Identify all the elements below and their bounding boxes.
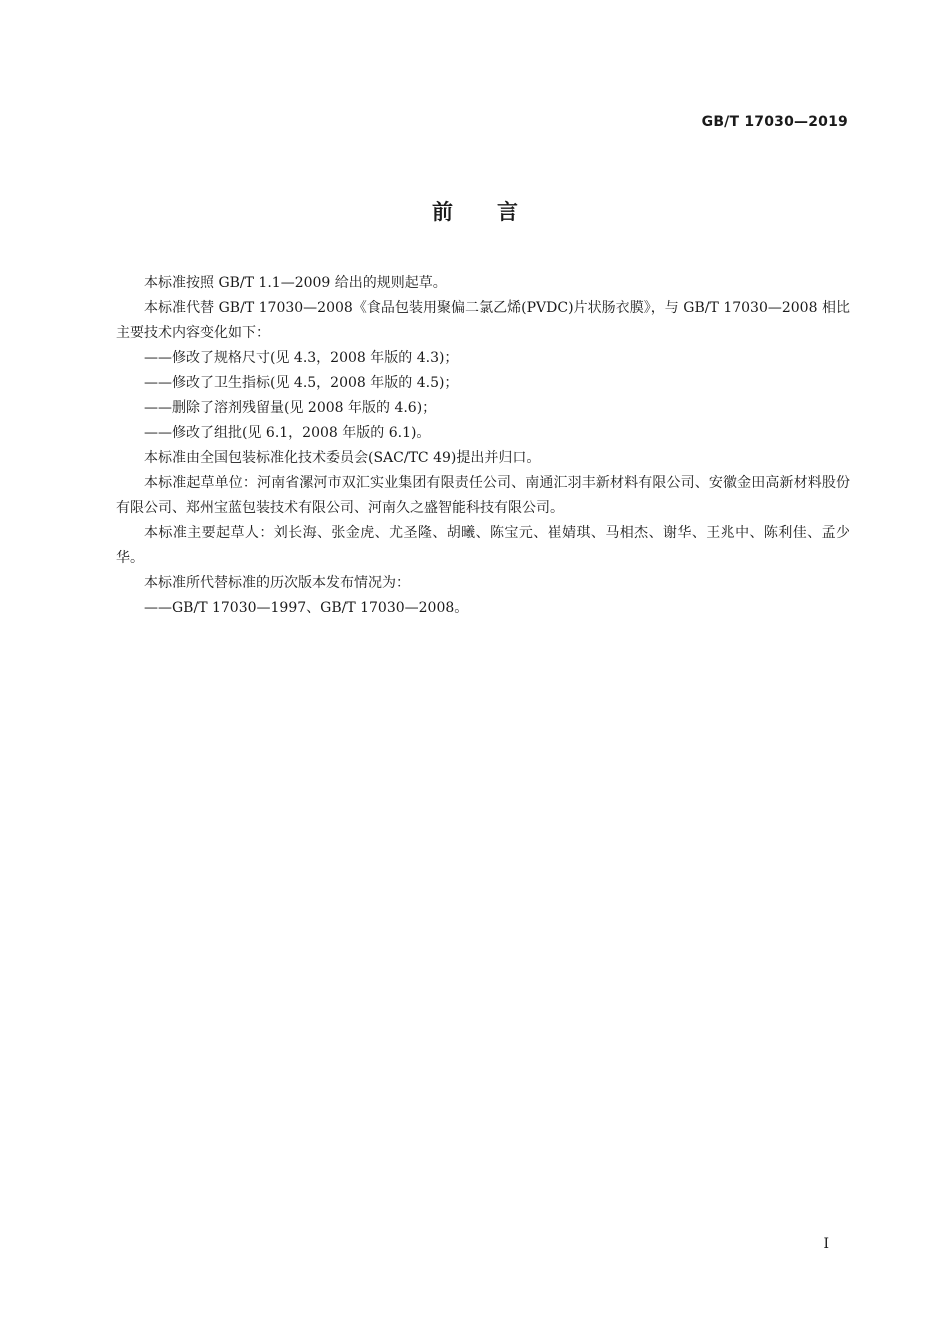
page-title-char-1: 前 (432, 200, 453, 224)
page-title-char-2: 言 (497, 200, 518, 224)
change-item-hygiene: ——修改了卫生指标(见 4.5，2008 年版的 4.5)； (144, 375, 459, 391)
history-item: ——GB/T 17030—1997、GB/T 17030—2008。 (144, 600, 469, 616)
paragraph-drafting-rules: 本标准按照 GB/T 1.1—2009 给出的规则起草。 (144, 275, 447, 291)
paragraph-history-intro: 本标准所代替标准的历次版本发布情况为： (144, 575, 410, 591)
change-item-batch: ——修改了组批(见 6.1，2008 年版的 6.1)。 (144, 425, 431, 441)
foreword-body (116, 271, 850, 621)
standard-number: GB/T 17030—2019 (701, 114, 848, 130)
paragraph-proposer: 本标准由全国包装标准化技术委员会(SAC/TC 49)提出并归口。 (144, 450, 541, 466)
page-title (0, 196, 950, 226)
change-item-size: ——修改了规格尺寸(见 4.3，2008 年版的 4.3)； (144, 350, 459, 366)
paragraph-drafters: 本标准主要起草人：刘长海、张金虎、尤圣隆、胡曦、陈宝元、崔婧琪、马相杰、谢华、王兆中、陈利佳、孟少华。 (116, 525, 850, 566)
change-item-solvent: ——删除了溶剂残留量(见 2008 年版的 4.6)； (144, 400, 437, 416)
page-number: I (823, 1236, 829, 1252)
paragraph-replaces: 本标准代替 GB/T 17030—2008《食品包装用聚偏二氯乙烯(PVDC)片状肠衣膜》，与 GB/T 17030—2008 相比主要技术内容变化如下： (116, 300, 850, 341)
paragraph-drafting-units: 本标准起草单位：河南省漯河市双汇实业集团有限责任公司、南通汇羽丰新材料有限公司、安徽金田高新材料股份有限公司、郑州宝蓝包装技术有限公司、河南久之盛智能科技有限公司。 (116, 475, 850, 516)
